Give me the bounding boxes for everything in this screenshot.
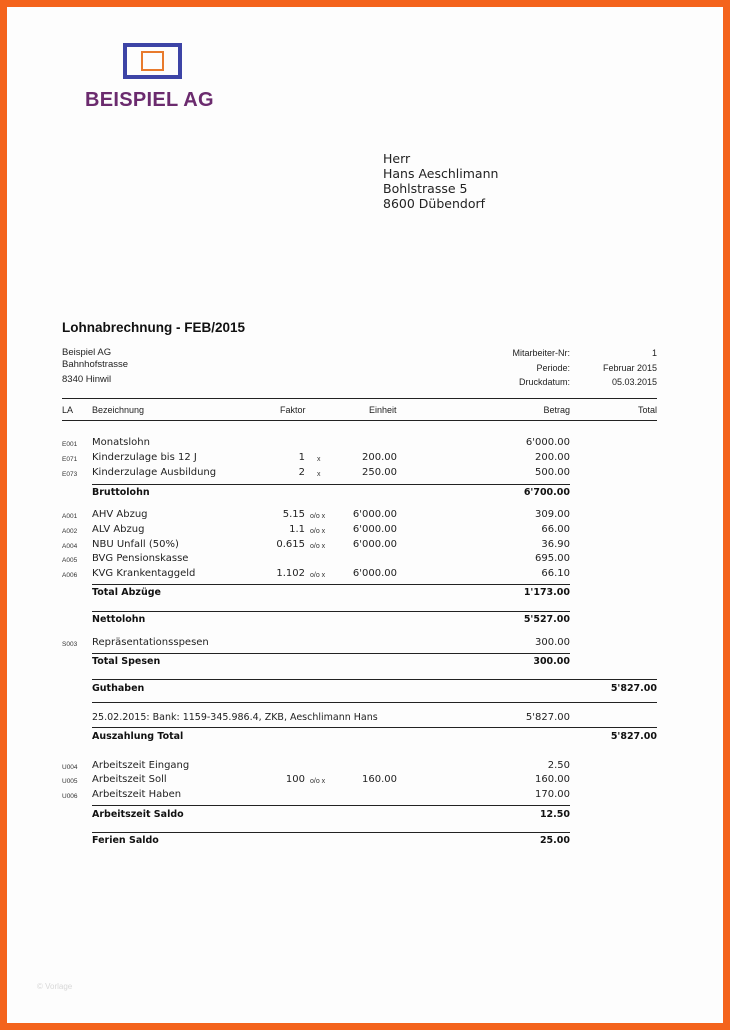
subtotal-rule bbox=[92, 702, 657, 703]
total-betrag-abzuege: 1'173.00 bbox=[523, 587, 570, 598]
row-betrag: 300.00 bbox=[535, 637, 570, 648]
row-label: KVG Krankentaggeld bbox=[92, 568, 196, 579]
subtotal-rule bbox=[92, 611, 570, 612]
total-label-spesen: Total Spesen bbox=[92, 656, 161, 667]
row-betrag: 66.00 bbox=[541, 524, 570, 535]
row-unit: o/o x bbox=[310, 543, 326, 550]
row-einheit: 160.00 bbox=[362, 774, 397, 785]
total-betrag-nettolohn: 5'527.00 bbox=[523, 614, 570, 625]
total-label-bruttolohn: Bruttolohn bbox=[92, 487, 150, 498]
total-label-ferien-saldo: Ferien Saldo bbox=[92, 835, 159, 846]
row-betrag: 200.00 bbox=[535, 452, 570, 463]
total-label-guthaben: Guthaben bbox=[92, 683, 145, 694]
subtotal-rule bbox=[92, 484, 570, 485]
total-betrag-spesen: 300.00 bbox=[533, 656, 570, 667]
row-betrag: 160.00 bbox=[535, 774, 570, 785]
meta-value-employee-no: 1 bbox=[651, 348, 657, 358]
total-betrag-bruttolohn: 6'700.00 bbox=[523, 487, 570, 498]
column-einheit: Einheit bbox=[369, 405, 397, 415]
column-total: Total bbox=[637, 405, 657, 415]
row-faktor: 1.1 bbox=[289, 524, 305, 535]
row-label: Arbeitszeit Haben bbox=[92, 789, 182, 800]
row-label: AHV Abzug bbox=[92, 509, 148, 520]
sender-name: Beispiel AG bbox=[62, 347, 112, 358]
row-unit: o/o x bbox=[310, 513, 326, 520]
row-unit: o/o x bbox=[310, 528, 326, 535]
row-label: Arbeitszeit Soll bbox=[92, 774, 167, 785]
row-label: NBU Unfall (50%) bbox=[92, 539, 179, 550]
column-bezeichnung: Bezeichnung bbox=[92, 405, 145, 415]
column-la: LA bbox=[62, 405, 74, 415]
total-betrag-ferien-saldo: 25.00 bbox=[539, 835, 570, 846]
row-code: U006 bbox=[62, 793, 78, 800]
row-code: S003 bbox=[62, 641, 78, 648]
row-unit: x bbox=[317, 471, 321, 478]
row-betrag: 6'000.00 bbox=[525, 437, 570, 448]
row-code: A006 bbox=[62, 572, 78, 579]
recipient-street: Bohlstrasse 5 bbox=[383, 181, 468, 196]
row-code: A004 bbox=[62, 543, 78, 550]
recipient-name: Hans Aeschlimann bbox=[383, 166, 499, 181]
subtotal-rule bbox=[92, 584, 570, 585]
row-payment-label: 25.02.2015: Bank: 1159-345.986.4, ZKB, Aeschlimann Hans bbox=[92, 712, 378, 723]
row-einheit: 250.00 bbox=[362, 467, 397, 478]
row-label: Kinderzulage bis 12 J bbox=[92, 452, 197, 463]
meta-label-employee-no: Mitarbeiter-Nr: bbox=[512, 348, 570, 358]
row-betrag: 500.00 bbox=[535, 467, 570, 478]
row-code: U005 bbox=[62, 778, 78, 785]
row-label: Kinderzulage Ausbildung bbox=[92, 467, 217, 478]
row-betrag: 695.00 bbox=[535, 553, 570, 564]
column-faktor: Faktor bbox=[280, 405, 306, 415]
meta-label-period: Periode: bbox=[536, 363, 570, 373]
row-einheit: 200.00 bbox=[362, 452, 397, 463]
recipient-salutation: Herr bbox=[383, 151, 411, 166]
company-logo-icon bbox=[123, 43, 182, 79]
meta-label-print-date: Druckdatum: bbox=[518, 377, 570, 387]
row-betrag: 66.10 bbox=[541, 568, 570, 579]
row-unit: o/o x bbox=[310, 778, 326, 785]
row-betrag: 36.90 bbox=[541, 539, 570, 550]
row-faktor: 1 bbox=[298, 452, 305, 463]
row-faktor: 2 bbox=[298, 467, 305, 478]
meta-value-period: Februar 2015 bbox=[602, 363, 657, 373]
row-code: U004 bbox=[62, 764, 78, 771]
row-code: A005 bbox=[62, 557, 78, 564]
row-label: Repräsentationsspesen bbox=[92, 637, 209, 648]
document-title: Lohnabrechnung - FEB/2015 bbox=[62, 320, 246, 335]
row-code: A001 bbox=[62, 513, 78, 520]
row-label: BVG Pensionskasse bbox=[92, 553, 189, 564]
row-betrag: 5'827.00 bbox=[525, 712, 570, 723]
row-einheit: 6'000.00 bbox=[352, 509, 397, 520]
row-betrag: 170.00 bbox=[535, 789, 570, 800]
row-label: Arbeitszeit Eingang bbox=[92, 760, 190, 771]
row-einheit: 6'000.00 bbox=[352, 524, 397, 535]
meta-value-print-date: 05.03.2015 bbox=[611, 377, 657, 387]
header-bottom-rule bbox=[62, 420, 657, 421]
subtotal-rule bbox=[92, 653, 570, 654]
row-code: E001 bbox=[62, 441, 78, 448]
sender-city: 8340 Hinwil bbox=[62, 374, 112, 385]
subtotal-rule bbox=[92, 832, 570, 833]
total-total-guthaben: 5'827.00 bbox=[610, 683, 657, 694]
total-betrag-arbeitszeit-saldo: 12.50 bbox=[539, 809, 570, 820]
watermark: © Vorlage bbox=[37, 982, 73, 991]
subtotal-rule bbox=[92, 679, 657, 680]
row-faktor: 100 bbox=[285, 774, 305, 785]
row-einheit: 6'000.00 bbox=[352, 539, 397, 550]
row-code: E071 bbox=[62, 456, 78, 463]
row-code: E073 bbox=[62, 471, 78, 478]
total-total-auszahlung: 5'827.00 bbox=[610, 731, 657, 742]
row-einheit: 6'000.00 bbox=[352, 568, 397, 579]
sender-street: Bahnhofstrasse bbox=[62, 359, 129, 370]
row-code: A002 bbox=[62, 528, 78, 535]
subtotal-rule bbox=[92, 805, 570, 806]
payslip-page bbox=[7, 7, 723, 1023]
row-unit: o/o x bbox=[310, 572, 326, 579]
total-label-abzuege: Total Abzüge bbox=[92, 587, 161, 598]
row-unit: x bbox=[317, 456, 321, 463]
row-betrag: 2.50 bbox=[547, 760, 570, 771]
row-label: Monatslohn bbox=[92, 437, 150, 448]
subtotal-rule bbox=[92, 727, 657, 728]
row-label: ALV Abzug bbox=[92, 524, 145, 535]
total-label-arbeitszeit-saldo: Arbeitszeit Saldo bbox=[92, 809, 184, 820]
header-top-rule bbox=[62, 398, 657, 399]
row-faktor: 1.102 bbox=[276, 568, 305, 579]
row-faktor: 0.615 bbox=[276, 539, 305, 550]
recipient-city: 8600 Dübendorf bbox=[383, 196, 486, 211]
total-label-nettolohn: Nettolohn bbox=[92, 614, 146, 625]
column-betrag: Betrag bbox=[543, 405, 570, 415]
row-faktor: 5.15 bbox=[282, 509, 305, 520]
row-betrag: 309.00 bbox=[535, 509, 570, 520]
total-label-auszahlung: Auszahlung Total bbox=[92, 731, 184, 742]
company-logo-text: BEISPIEL AG bbox=[85, 89, 214, 111]
